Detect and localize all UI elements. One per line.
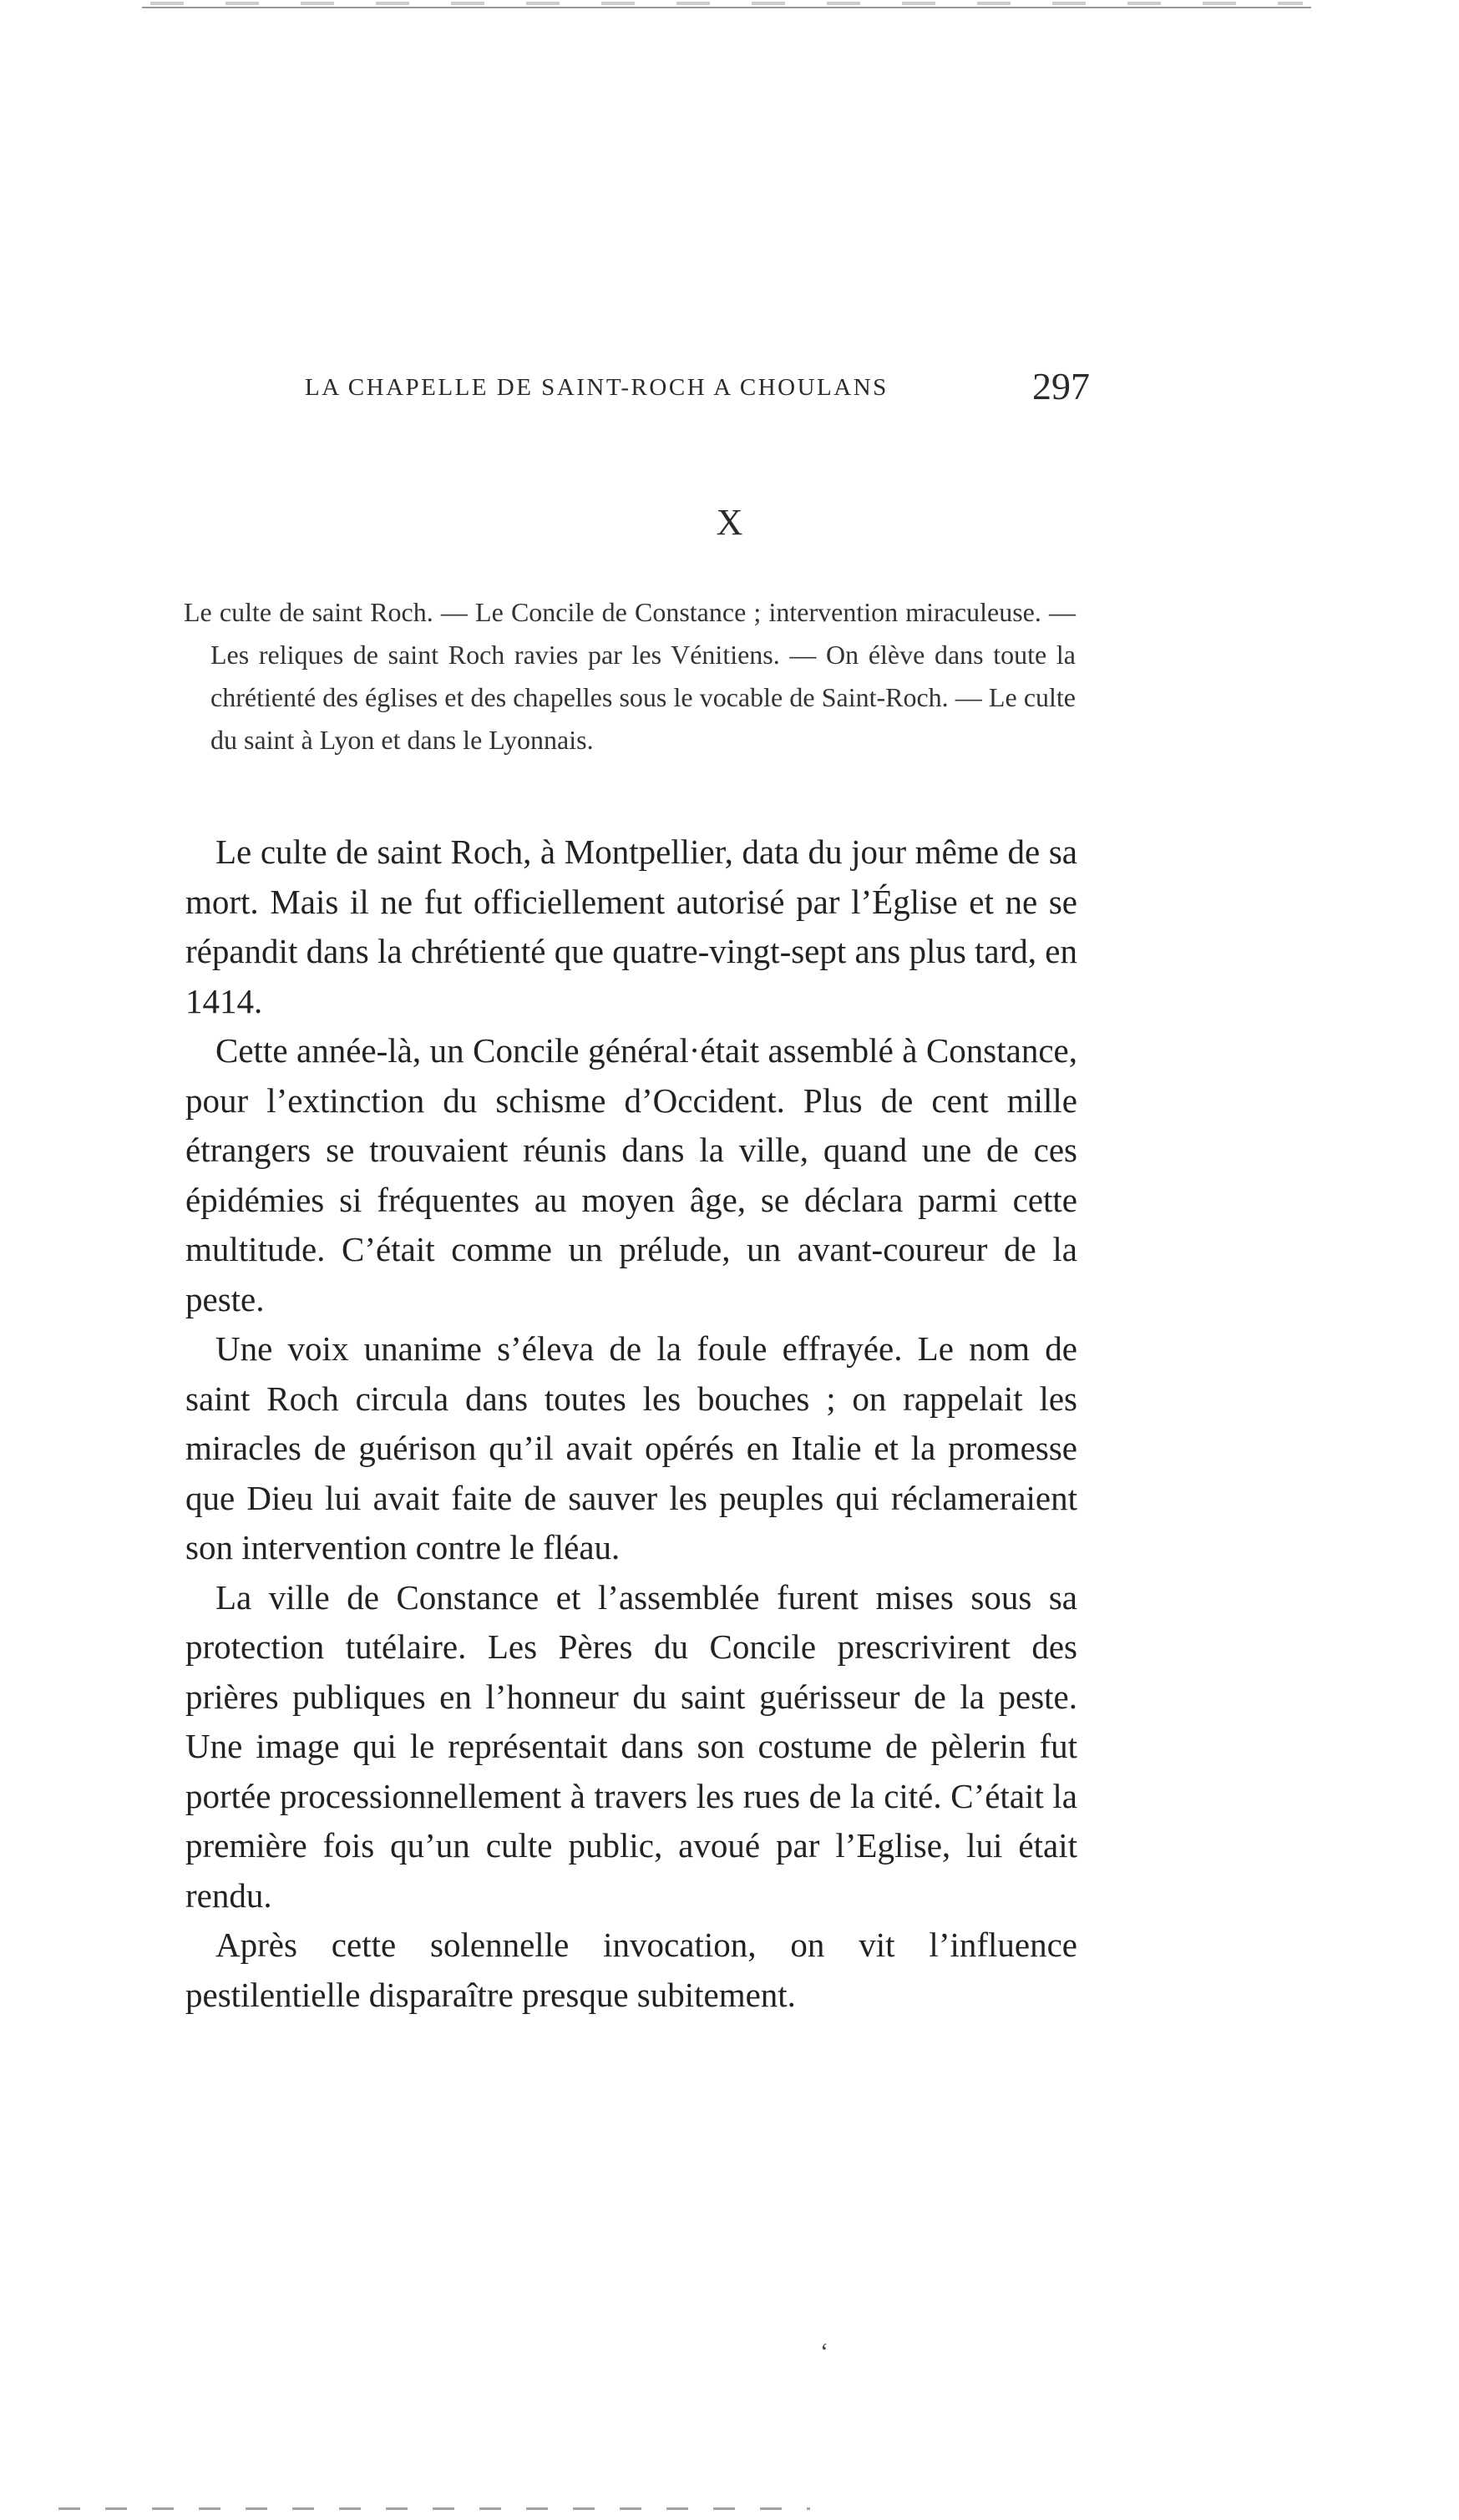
scan-edge-top-dashes — [150, 2, 1303, 5]
paragraph: Le culte de saint Roch, à Montpellier, data du jour même de sa mort. Mais il ne fut officiellement autorisé par l’Église et ne se répandit dans la chrétienté que quatre-vingt-sept ans plus tard, en 1414. — [185, 832, 1077, 1020]
running-title: LA CHAPELLE DE SAINT-ROCH A CHOULANS — [305, 374, 889, 401]
body-text — [185, 827, 1077, 2020]
paragraph: Cette année-là, un Concile général·était assemblé à Constance, pour l’extinction du schisme d’Occident. Plus de cent mille étrangers se trouvaient réunis dans la ville, quand une de ces épidémies si fréquentes au moyen âge, se déclara parmi cette multitude. C’était comme un prélude, un avant-coureur de la peste. — [185, 1031, 1077, 1318]
chapter-summary — [184, 591, 1076, 762]
paragraph: Après cette solennelle invocation, on vit l’influence pestilentielle disparaître presque subitement. — [185, 1925, 1077, 2014]
running-header — [305, 365, 1090, 416]
scan-edge-top — [142, 7, 1311, 11]
chapter-summary-text: Le culte de saint Roch. — Le Concile de Constance ; intervention miraculeuse. — Les reliques de saint Roch ravies par les Vénitiens. — On élève dans toute la chrétienté des églises et des chapelles sous le vocable de Saint-Roch. — Le culte du saint à Lyon et dans le Lyonnais. — [184, 597, 1076, 755]
paragraph: La ville de Constance et l’assemblée furent mises sous sa protection tutélaire. Les Pères du Concile prescrivirent des prières publiques en l’honneur du saint guérisseur de la peste. Une image qui le représentait dans son costume de pèlerin fut portée processionnellement à travers les rues de la cité. C’était la première fois qu’un culte public, avoué par l’Eglise, lui était rendu. — [185, 1577, 1077, 1915]
scan-edge-bottom — [58, 2507, 810, 2510]
footer-mark: ‘ — [820, 2338, 828, 2366]
paragraph: Une voix unanime s’éleva de la foule effrayée. Le nom de saint Roch circula dans toutes les bouches ; on rappelait les miracles de guérison qu’il avait opérés en Italie et la promesse que Dieu lui avait faite de sauver les peuples qui réclameraient son intervention contre le fléau. — [185, 1329, 1077, 1566]
page-number: 297 — [1032, 365, 1090, 407]
chapter-number: X — [716, 502, 743, 543]
